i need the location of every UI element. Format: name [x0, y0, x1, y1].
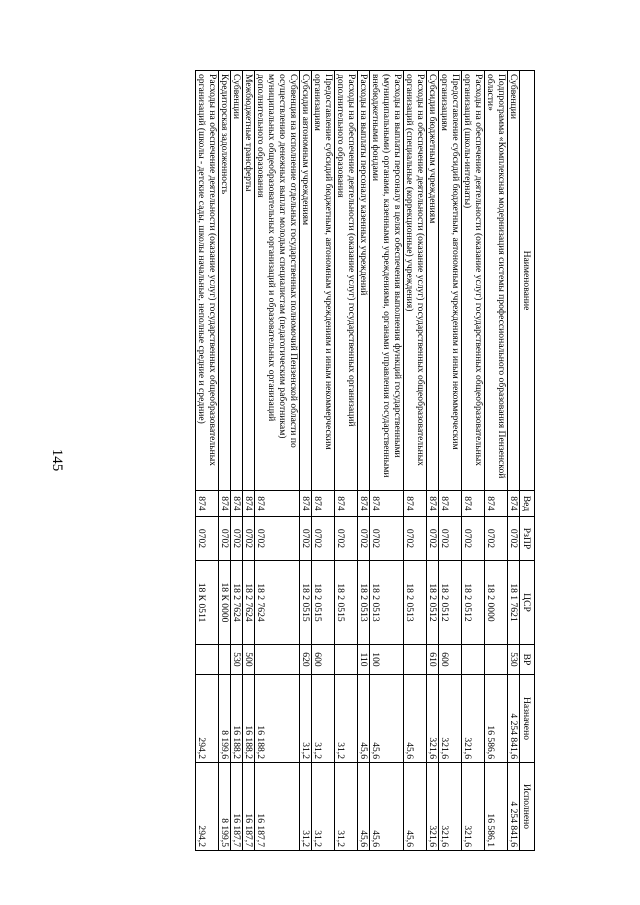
cell-vr: 620 [300, 645, 312, 675]
cell-assigned: 45,6 [358, 675, 370, 763]
cell-csr: 18 2 0000 [485, 561, 508, 645]
cell-assigned: 321,6 [439, 675, 462, 763]
cell-name: Субвенции [231, 71, 243, 491]
cell-assigned: 45,6 [370, 675, 404, 763]
cell-vr [404, 645, 427, 675]
header-csr: ЦСР [520, 561, 535, 645]
cell-executed: 321,6 [439, 763, 462, 851]
cell-csr: 18 2 7624 [243, 561, 255, 645]
cell-ved: 874 [243, 491, 255, 517]
cell-executed: 31,2 [312, 763, 335, 851]
cell-rzpr: 0702 [462, 517, 485, 561]
cell-name: Субсидии бюджетным учреждениям [427, 71, 439, 491]
cell-ved: 874 [508, 491, 520, 517]
cell-ved: 874 [255, 491, 300, 517]
cell-vr [485, 645, 508, 675]
cell-rzpr: 0702 [358, 517, 370, 561]
cell-ved: 874 [462, 491, 485, 517]
cell-vr [462, 645, 485, 675]
cell-ved: 874 [312, 491, 335, 517]
header-rzpr: РзПР [520, 517, 535, 561]
cell-ved: 874 [358, 491, 370, 517]
table-row [219, 71, 231, 851]
cell-name: Субвенции [508, 71, 520, 491]
cell-name: Расходы на выплаты персоналу казенных учреждений [358, 71, 370, 491]
cell-vr [255, 645, 300, 675]
cell-ved: 874 [404, 491, 427, 517]
header-vr: ВР [520, 645, 535, 675]
cell-name: Расходы на обеспечение деятельности (оказание услуг) государственных общеобразовательных организаций (школы-интернаты) [462, 71, 485, 491]
table-row [404, 71, 427, 851]
cell-executed: 16 187,7 [243, 763, 255, 851]
cell-ved: 874 [300, 491, 312, 517]
cell-executed: 321,6 [427, 763, 439, 851]
cell-executed: 321,6 [462, 763, 485, 851]
cell-assigned: 16 188,2 [255, 675, 300, 763]
cell-executed: 294,2 [196, 763, 219, 851]
cell-csr: 18 2 0515 [312, 561, 335, 645]
cell-csr: 18 2 7624 [255, 561, 300, 645]
cell-csr: 18 2 0513 [370, 561, 404, 645]
cell-vr [335, 645, 358, 675]
cell-rzpr: 0702 [508, 517, 520, 561]
header-assigned: Назначено [520, 675, 535, 763]
cell-csr: 18 2 0515 [335, 561, 358, 645]
cell-name: Подпрограмма «Комплексная модернизация системы профессионального образования Пензенской области» [485, 71, 508, 491]
table-row [255, 71, 300, 851]
cell-csr: 18 2 0513 [404, 561, 427, 645]
table-row [439, 71, 462, 851]
cell-assigned: 321,6 [462, 675, 485, 763]
cell-name: Субвенция на исполнение отдельных государственных полномочий Пензенской области по осуществлению денежных выплат молодым специалистам (педагогическим работникам) муниципальных общеобразовательных организаций и образовательных организаций дополнительного образования [255, 71, 300, 491]
cell-name: Предоставление субсидий бюджетным, автономным учреждениям и иным некоммерческим организациям [312, 71, 335, 491]
cell-rzpr: 0702 [335, 517, 358, 561]
cell-assigned: 294,2 [196, 675, 219, 763]
cell-rzpr: 0702 [231, 517, 243, 561]
cell-vr: 100 [370, 645, 404, 675]
cell-name: Расходы на обеспечение деятельности (оказание услуг) государственных организаций дополнительного образования [335, 71, 358, 491]
cell-vr: 610 [427, 645, 439, 675]
cell-ved: 874 [427, 491, 439, 517]
cell-executed: 31,2 [335, 763, 358, 851]
cell-vr: 500 [243, 645, 255, 675]
cell-name: Субсидии автономным учреждениям [300, 71, 312, 491]
cell-assigned: 8 199,6 [219, 675, 231, 763]
cell-assigned: 31,2 [335, 675, 358, 763]
cell-rzpr: 0702 [255, 517, 300, 561]
cell-name: Кредиторская задолженность [219, 71, 231, 491]
cell-rzpr: 0702 [196, 517, 219, 561]
table-row [231, 71, 243, 851]
cell-name: Межбюджетные трансферты [243, 71, 255, 491]
cell-ved: 874 [196, 491, 219, 517]
cell-ved: 874 [439, 491, 462, 517]
cell-csr: 18 2 0515 [300, 561, 312, 645]
table-row [196, 71, 219, 851]
cell-rzpr: 0702 [219, 517, 231, 561]
cell-executed: 8 199,5 [219, 763, 231, 851]
table-body [196, 71, 520, 851]
page-number: 145 [49, 448, 65, 472]
cell-assigned: 45,6 [404, 675, 427, 763]
table-row [508, 71, 520, 851]
cell-vr [219, 645, 231, 675]
cell-executed: 31,2 [300, 763, 312, 851]
cell-csr: 18 2 0513 [358, 561, 370, 645]
budget-table [195, 70, 535, 851]
cell-name: Расходы на обеспечение деятельности (оказание услуг) государственных общеобразовательных организаций (специальные (коррекционные) учреждения) [404, 71, 427, 491]
cell-csr: 18 К 0511 [196, 561, 219, 645]
cell-ved: 874 [335, 491, 358, 517]
cell-executed: 45,6 [404, 763, 427, 851]
cell-assigned: 16 188,2 [243, 675, 255, 763]
cell-executed: 45,6 [370, 763, 404, 851]
cell-vr: 600 [439, 645, 462, 675]
cell-vr: 530 [231, 645, 243, 675]
table-row [243, 71, 255, 851]
cell-rzpr: 0702 [485, 517, 508, 561]
cell-assigned: 321,6 [427, 675, 439, 763]
rotated-page-content [95, 70, 535, 850]
cell-rzpr: 0702 [439, 517, 462, 561]
cell-rzpr: 0702 [243, 517, 255, 561]
cell-rzpr: 0702 [370, 517, 404, 561]
table-row [370, 71, 404, 851]
cell-name: Предоставление субсидий бюджетным, автономным учреждениям и иным некоммерческим организациям [439, 71, 462, 491]
table-header-row [520, 71, 535, 851]
header-executed: Исполнено [520, 763, 535, 851]
cell-assigned: 16 586,6 [485, 675, 508, 763]
cell-csr: 18 1 7621 [508, 561, 520, 645]
header-name: Наименование [520, 71, 535, 491]
cell-assigned: 4 254 841,6 [508, 675, 520, 763]
cell-assigned: 16 188,2 [231, 675, 243, 763]
cell-ved: 874 [219, 491, 231, 517]
cell-ved: 874 [231, 491, 243, 517]
cell-csr: 18 2 0512 [462, 561, 485, 645]
cell-assigned: 31,2 [300, 675, 312, 763]
cell-rzpr: 0702 [404, 517, 427, 561]
cell-vr: 600 [312, 645, 335, 675]
cell-rzpr: 0702 [300, 517, 312, 561]
header-ved: Вед [520, 491, 535, 517]
table-row [300, 71, 312, 851]
cell-csr: 18 2 0512 [439, 561, 462, 645]
cell-rzpr: 0702 [427, 517, 439, 561]
cell-name: Расходы на выплаты персоналу в целях обеспечения выполнения функций государственными (муниципальными) органами, казенными учреждениями, органами управления государственными внебюджетными фондами [370, 71, 404, 491]
cell-executed: 4 254 841,6 [508, 763, 520, 851]
table-row [335, 71, 358, 851]
cell-vr [196, 645, 219, 675]
table-row [462, 71, 485, 851]
cell-name: Расходы на обеспечение деятельности (оказание услуг) государственных общеобразовательных организаций (школы - детские сады, школы начальные, неполные средние и средние) [196, 71, 219, 491]
table-row [427, 71, 439, 851]
cell-assigned: 31,2 [312, 675, 335, 763]
cell-rzpr: 0702 [312, 517, 335, 561]
cell-executed: 16 187,7 [255, 763, 300, 851]
cell-vr: 530 [508, 645, 520, 675]
cell-csr: 18 К 0000 [219, 561, 231, 645]
cell-ved: 874 [370, 491, 404, 517]
table-row [485, 71, 508, 851]
cell-vr: 110 [358, 645, 370, 675]
cell-csr: 18 2 7624 [231, 561, 243, 645]
table-row [358, 71, 370, 851]
cell-executed: 16 586,1 [485, 763, 508, 851]
table-row [312, 71, 335, 851]
cell-executed: 45,6 [358, 763, 370, 851]
cell-csr: 18 2 0512 [427, 561, 439, 645]
cell-ved: 874 [485, 491, 508, 517]
cell-executed: 16 187,7 [231, 763, 243, 851]
